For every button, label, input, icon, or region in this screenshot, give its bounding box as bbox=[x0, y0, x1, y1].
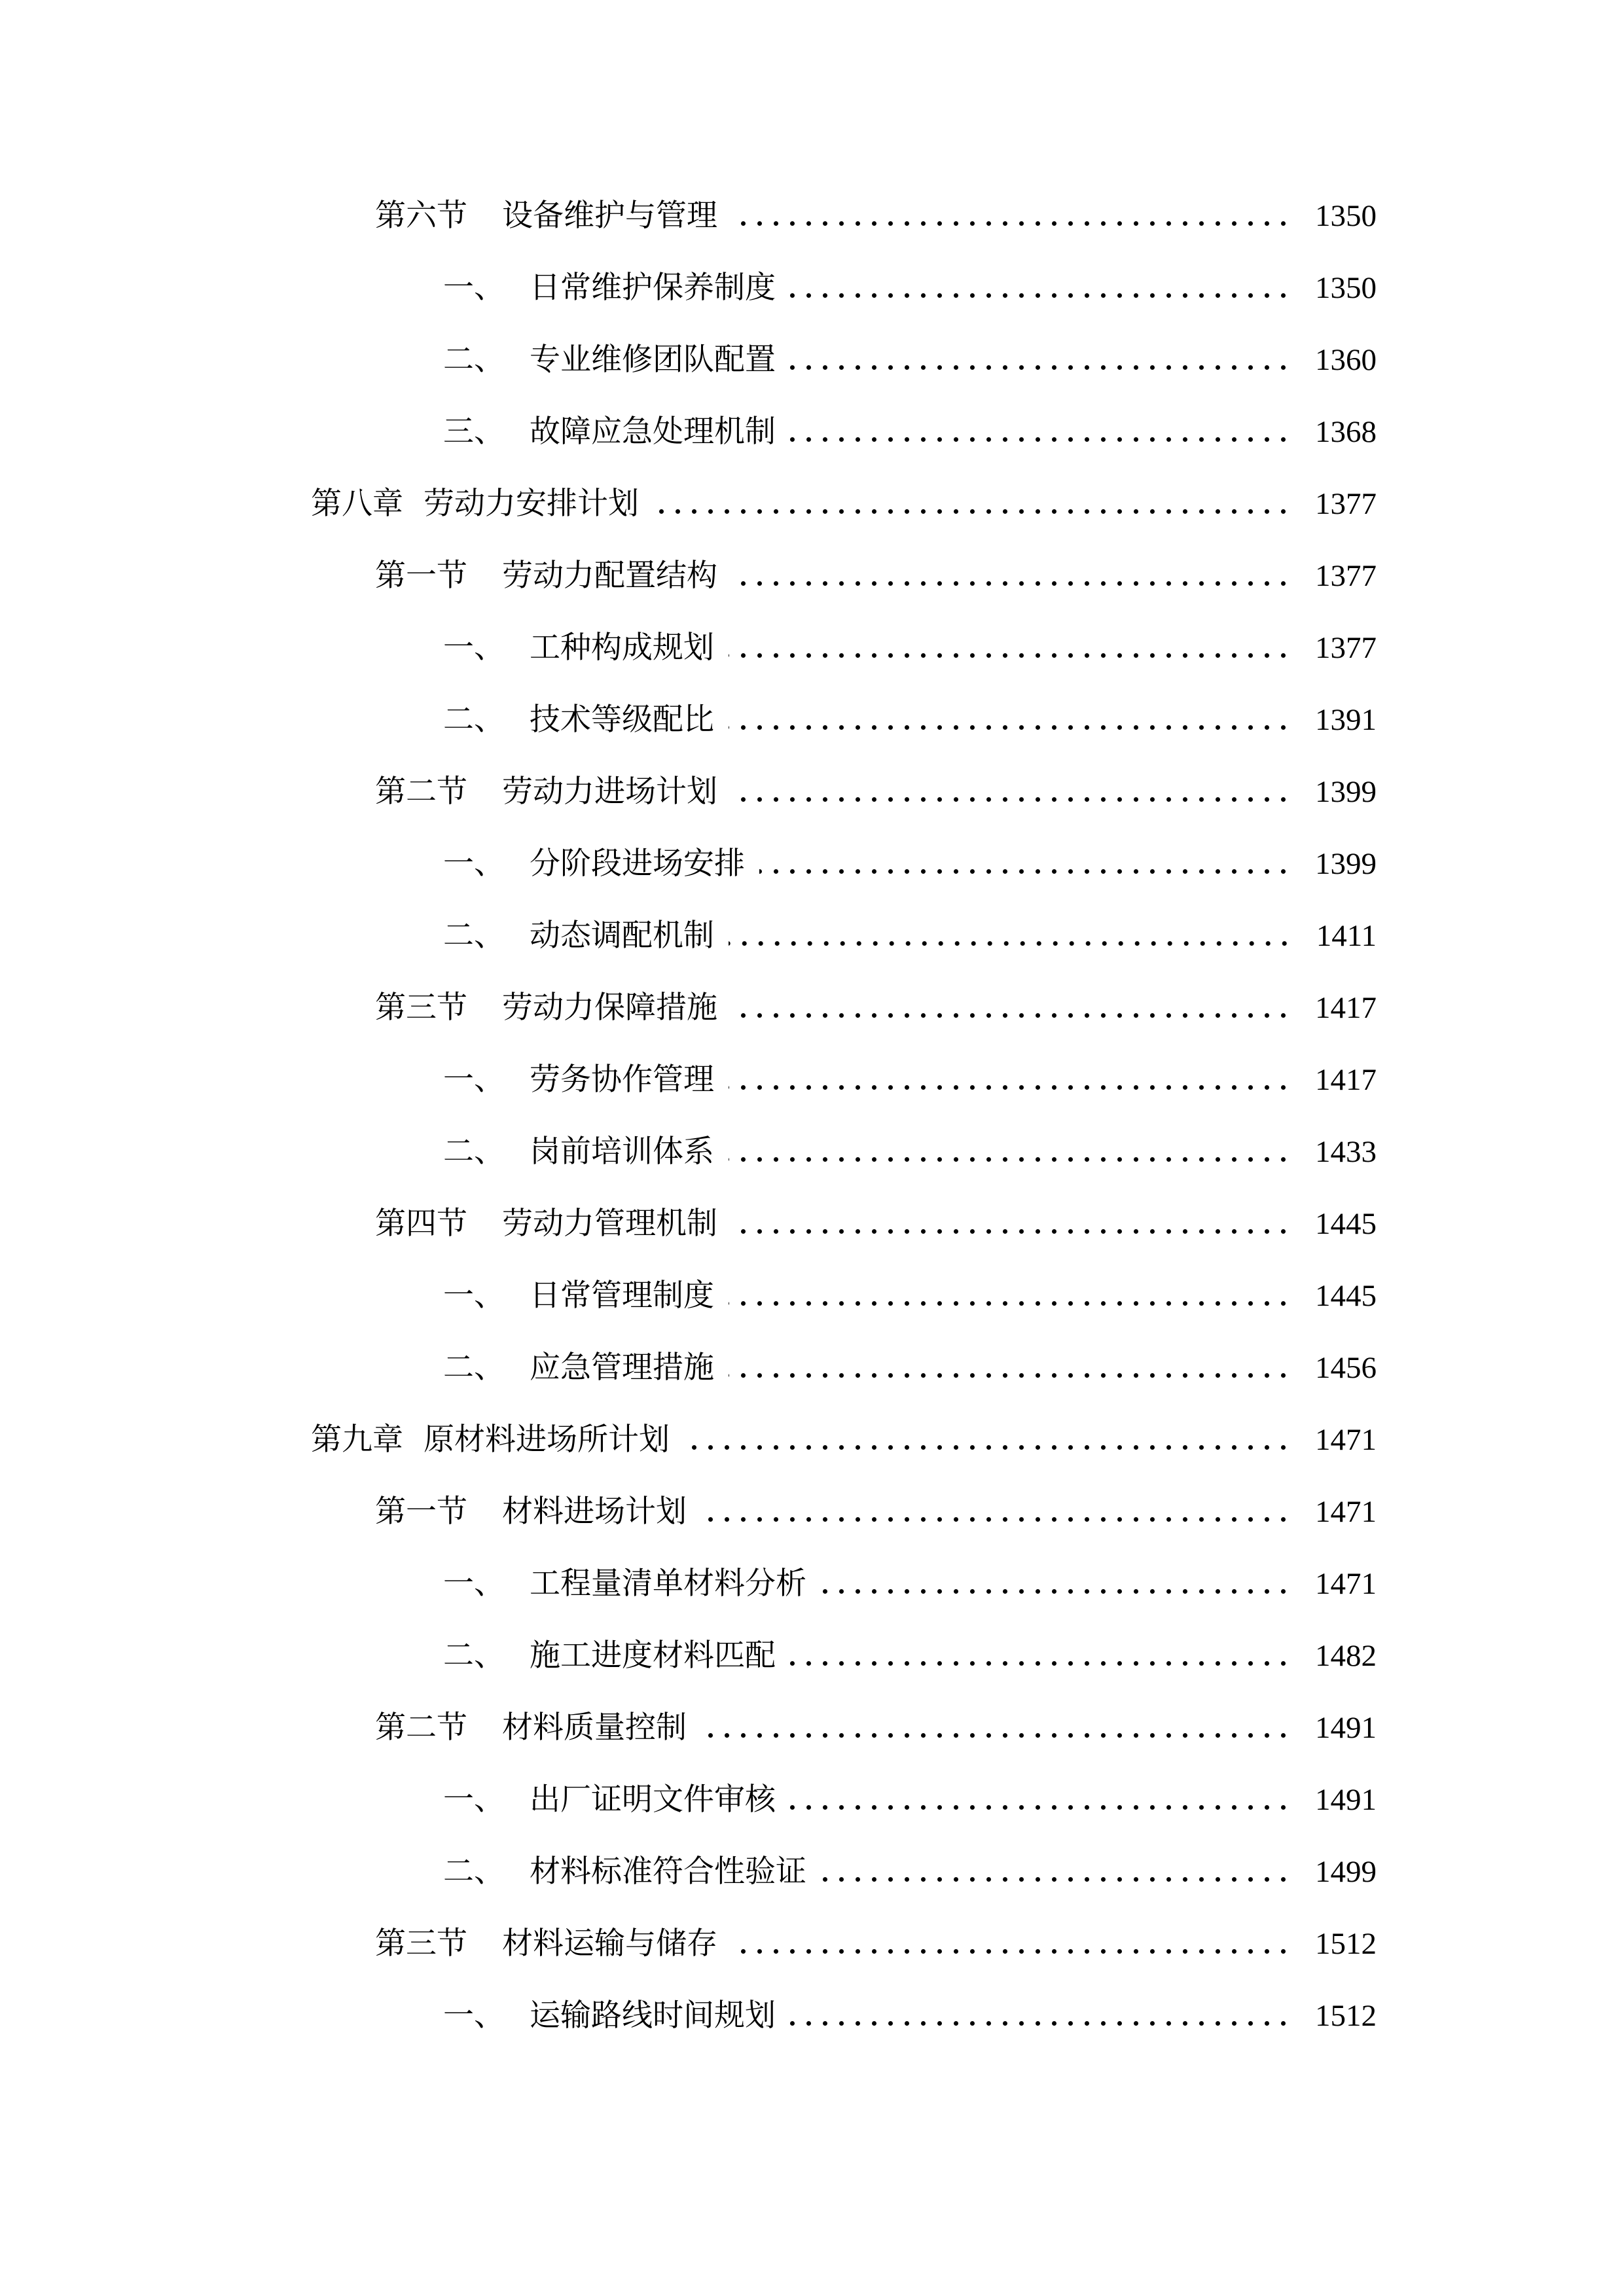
entry-title: 劳务协作管理 bbox=[530, 1063, 714, 1097]
entry-title: 施工进度材料匹配 bbox=[530, 1639, 776, 1673]
dot-leader bbox=[821, 1589, 1291, 1594]
entry-label: 二、 bbox=[443, 1639, 505, 1673]
entry-label: 一、 bbox=[443, 1783, 505, 1817]
entry-title: 故障应急处理机制 bbox=[530, 415, 776, 449]
toc-entry bbox=[0, 1044, 1377, 1116]
toc-entry bbox=[0, 468, 1377, 540]
entry-page-number: 1417 bbox=[1315, 1063, 1377, 1097]
toc-entry bbox=[0, 324, 1377, 396]
entry-page-number: 1350 bbox=[1315, 199, 1377, 233]
entry-title: 岗前培训体系 bbox=[530, 1135, 714, 1169]
toc-entry bbox=[0, 1980, 1377, 2052]
entry-title: 设备维护与管理 bbox=[502, 199, 717, 233]
dot-leader bbox=[732, 797, 1291, 802]
dot-leader bbox=[729, 653, 1291, 658]
entry-label: 第八章 bbox=[311, 487, 403, 521]
entry-title: 应急管理措施 bbox=[530, 1351, 714, 1385]
dot-leader bbox=[684, 1445, 1291, 1450]
entry-title: 工种构成规划 bbox=[530, 631, 714, 665]
dot-leader bbox=[732, 581, 1291, 586]
toc-entry bbox=[0, 900, 1377, 972]
entry-page-number: 1445 bbox=[1315, 1207, 1377, 1241]
entry-label: 第四节 bbox=[375, 1207, 467, 1241]
entry-label: 第一节 bbox=[375, 559, 467, 593]
dot-leader bbox=[729, 941, 1293, 946]
dot-leader bbox=[653, 509, 1291, 514]
entry-label: 第一节 bbox=[375, 1495, 467, 1529]
entry-page-number: 1411 bbox=[1316, 919, 1377, 953]
toc-entry bbox=[0, 1476, 1377, 1548]
entry-label: 二、 bbox=[443, 703, 505, 737]
toc-entry bbox=[0, 180, 1377, 252]
entry-label: 二、 bbox=[443, 343, 505, 377]
toc-entry bbox=[0, 1908, 1377, 1980]
toc-entry bbox=[0, 1116, 1377, 1188]
entry-title: 出厂证明文件审核 bbox=[530, 1783, 776, 1817]
toc-entry bbox=[0, 1260, 1377, 1332]
entry-page-number: 1391 bbox=[1315, 703, 1377, 737]
entry-label: 二、 bbox=[443, 1135, 505, 1169]
toc-entry bbox=[0, 1404, 1377, 1476]
toc-entry bbox=[0, 828, 1377, 900]
entry-label: 一、 bbox=[443, 1279, 505, 1313]
entry-title: 专业维修团队配置 bbox=[530, 343, 776, 377]
entry-label: 三、 bbox=[443, 415, 505, 449]
entry-page-number: 1512 bbox=[1315, 1999, 1377, 2033]
entry-label: 第三节 bbox=[375, 1927, 467, 1961]
entry-title: 材料标准符合性验证 bbox=[530, 1855, 806, 1889]
entry-title: 劳动力保障措施 bbox=[502, 991, 717, 1025]
entry-label: 二、 bbox=[443, 1351, 505, 1385]
dot-leader bbox=[821, 1877, 1291, 1882]
entry-label: 一、 bbox=[443, 631, 505, 665]
dot-leader bbox=[790, 1661, 1291, 1666]
dot-leader bbox=[701, 1733, 1291, 1738]
entry-title: 劳动力配置结构 bbox=[502, 559, 717, 593]
entry-title: 分阶段进场安排 bbox=[530, 847, 745, 881]
entry-page-number: 1368 bbox=[1315, 415, 1377, 449]
entry-page-number: 1471 bbox=[1315, 1567, 1377, 1601]
toc-entry bbox=[0, 1332, 1377, 1404]
entry-label: 一、 bbox=[443, 1567, 505, 1601]
entry-label: 第九章 bbox=[311, 1423, 403, 1457]
toc-entry bbox=[0, 684, 1377, 756]
entry-page-number: 1377 bbox=[1315, 631, 1377, 665]
entry-title: 日常管理制度 bbox=[530, 1279, 714, 1313]
entry-title: 劳动力进场计划 bbox=[502, 775, 717, 809]
entry-page-number: 1360 bbox=[1315, 343, 1377, 377]
toc-entry bbox=[0, 1692, 1377, 1764]
entry-page-number: 1399 bbox=[1315, 847, 1377, 881]
entry-label: 二、 bbox=[443, 1855, 505, 1889]
dot-leader bbox=[729, 725, 1291, 730]
entry-page-number: 1499 bbox=[1315, 1855, 1377, 1889]
dot-leader bbox=[790, 437, 1291, 442]
entry-title: 动态调配机制 bbox=[530, 919, 714, 953]
dot-leader bbox=[729, 1157, 1291, 1162]
dot-leader bbox=[729, 1085, 1291, 1090]
entry-page-number: 1456 bbox=[1315, 1351, 1377, 1385]
entry-page-number: 1471 bbox=[1315, 1423, 1377, 1457]
entry-label: 一、 bbox=[443, 847, 505, 881]
dot-leader bbox=[790, 1805, 1291, 1810]
toc-entry bbox=[0, 1188, 1377, 1260]
entry-page-number: 1445 bbox=[1315, 1279, 1377, 1313]
toc-entry bbox=[0, 1764, 1377, 1836]
toc-entry bbox=[0, 396, 1377, 468]
entry-label: 一、 bbox=[443, 1999, 505, 2033]
entry-title: 劳动力管理机制 bbox=[502, 1207, 717, 1241]
entry-title: 材料质量控制 bbox=[502, 1711, 687, 1745]
entry-page-number: 1491 bbox=[1315, 1783, 1377, 1817]
entry-title: 工程量清单材料分析 bbox=[530, 1567, 806, 1601]
dot-leader bbox=[729, 1373, 1291, 1378]
entry-page-number: 1417 bbox=[1315, 991, 1377, 1025]
entry-page-number: 1399 bbox=[1315, 775, 1377, 809]
entry-label: 一、 bbox=[443, 1063, 505, 1097]
entry-label: 二、 bbox=[443, 919, 505, 953]
toc-entry bbox=[0, 972, 1377, 1044]
entry-page-number: 1491 bbox=[1315, 1711, 1377, 1745]
entry-page-number: 1482 bbox=[1315, 1639, 1377, 1673]
dot-leader bbox=[732, 1013, 1291, 1018]
entry-title: 原材料进场所计划 bbox=[424, 1423, 670, 1457]
dot-leader bbox=[729, 1301, 1291, 1306]
dot-leader bbox=[701, 1517, 1291, 1522]
toc-list bbox=[0, 180, 1377, 2052]
toc-entry bbox=[0, 1620, 1377, 1692]
dot-leader bbox=[732, 1949, 1291, 1954]
entry-title: 运输路线时间规划 bbox=[530, 1999, 776, 2033]
entry-title: 材料进场计划 bbox=[502, 1495, 687, 1529]
toc-entry bbox=[0, 252, 1377, 324]
dot-leader bbox=[759, 869, 1291, 874]
entry-label: 第二节 bbox=[375, 1711, 467, 1745]
dot-leader bbox=[790, 293, 1291, 298]
toc-entry bbox=[0, 756, 1377, 828]
entry-title: 劳动力安排计划 bbox=[424, 487, 639, 521]
entry-page-number: 1377 bbox=[1315, 487, 1377, 521]
entry-page-number: 1433 bbox=[1315, 1135, 1377, 1169]
entry-label: 第三节 bbox=[375, 991, 467, 1025]
entry-title: 技术等级配比 bbox=[530, 703, 714, 737]
dot-leader bbox=[790, 365, 1291, 370]
dot-leader bbox=[732, 221, 1291, 226]
entry-label: 第二节 bbox=[375, 775, 467, 809]
entry-title: 材料运输与储存 bbox=[502, 1927, 717, 1961]
entry-title: 日常维护保养制度 bbox=[530, 271, 776, 305]
toc-entry bbox=[0, 1836, 1377, 1908]
dot-leader bbox=[732, 1229, 1291, 1234]
entry-label: 一、 bbox=[443, 271, 505, 305]
dot-leader bbox=[790, 2021, 1291, 2026]
toc-entry bbox=[0, 540, 1377, 612]
toc-entry bbox=[0, 612, 1377, 684]
entry-page-number: 1471 bbox=[1315, 1495, 1377, 1529]
entry-page-number: 1350 bbox=[1315, 271, 1377, 305]
entry-page-number: 1512 bbox=[1315, 1927, 1377, 1961]
entry-label: 第六节 bbox=[375, 199, 467, 233]
entry-page-number: 1377 bbox=[1315, 559, 1377, 593]
toc-entry bbox=[0, 1548, 1377, 1620]
